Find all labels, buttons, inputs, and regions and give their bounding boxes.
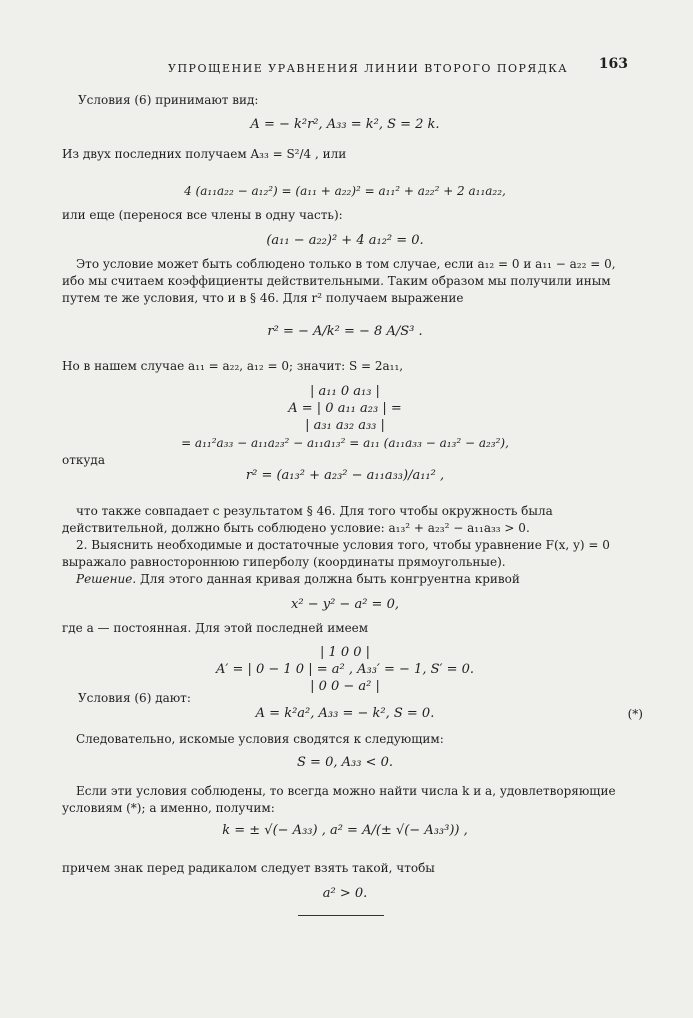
determinant-row: | 0 0 − a² |: [310, 679, 380, 694]
text-line: Следовательно, искомые условия сводятся к следующим:: [76, 732, 444, 746]
equation: = a₁₁²a₃₃ − a₁₁a₂₃² − a₁₁a₁₃² = a₁₁ (a₁₁a₃₃ − a₁₃² − a₂₃²),: [181, 436, 509, 450]
determinant-row: | a₃₁ a₃₂ a₃₃ |: [305, 418, 385, 433]
equation: A = k²a², A₃₃ = − k², S = 0.: [255, 706, 435, 721]
paragraph: [62, 571, 628, 588]
paragraph: что также совпадает с результатом § 46. Для того чтобы окружность была действительной, должно быть соблюдено условие: a₁₃² + a₂₃² − a₁₁a₃₃ > 0.: [62, 504, 553, 535]
equation: (a₁₁ − a₂₂)² + 4 a₁₂² = 0.: [266, 233, 424, 248]
paragraph: Это условие может быть соблюдено только в том случае, если a₁₂ = 0 и a₁₁ − a₂₂ = 0, ибо мы считаем коэффициенты действительными. Таким образом мы получили иным путем те же условия, что и в § 46. Для r² получаем выражение: [62, 257, 616, 305]
text-line: откуда: [62, 453, 105, 467]
text-line: причем знак перед радикалом следует взять такой, чтобы: [62, 861, 435, 875]
text-line: где a — постоянная. Для этой последней имеем: [62, 621, 369, 635]
determinant-row: | a₁₁ 0 a₁₃ |: [310, 384, 380, 399]
text-line: Условия (6) принимают вид:: [78, 93, 259, 107]
end-rule: [298, 915, 384, 916]
equation: A = − k²r², A₃₃ = k², S = 2 k.: [250, 117, 440, 132]
solution-label: Решение.: [76, 572, 137, 586]
equation: k = ± √(− A₃₃) , a² = A/(± √(− A₃₃³)) ,: [222, 823, 468, 838]
running-title: УПРОЩЕНИЕ УРАВНЕНИЯ ЛИНИИ ВТОРОГО ПОРЯДКА: [168, 62, 569, 75]
equation: S = 0, A₃₃ < 0.: [297, 755, 393, 770]
equation: r² = − A/k² = − 8 A/S³ .: [267, 324, 423, 339]
equation-tag: (*): [627, 707, 643, 721]
determinant-row: A = | 0 a₁₁ a₂₃ | =: [288, 401, 402, 416]
text-line: Но в нашем случае a₁₁ = a₂₂, a₁₂ = 0; значит: S = 2a₁₁,: [62, 359, 404, 373]
equation: x² − y² − a² = 0,: [291, 597, 399, 612]
page-number: 163: [598, 56, 628, 72]
equation: a² > 0.: [322, 886, 368, 901]
determinant-row: | 1 0 0 |: [319, 645, 371, 660]
text-line: Из двух последних получаем A₃₃ = S²/4 , или: [62, 147, 347, 161]
equation: r² = (a₁₃² + a₂₃² − a₁₁a₃₃)/a₁₁² ,: [245, 468, 445, 483]
equation: 4 (a₁₁a₂₂ − a₁₂²) = (a₁₁ + a₂₂)² = a₁₁² + a₂₂² + 2 a₁₁a₂₂,: [184, 184, 506, 198]
determinant-row: A′ = | 0 − 1 0 | = a² , A₃₃′ = − 1, S′ = 0.: [215, 662, 475, 677]
paragraph: Если эти условия соблюдены, то всегда можно найти числа k и a, удовлетворяющие условиям (*); а именно, получим:: [62, 784, 616, 815]
text-line: Условия (6) дают:: [78, 691, 191, 705]
paragraph: 2. Выяснить необходимые и достаточные условия того, чтобы уравнение F(x, y) = 0 выражало равностороннюю гиперболу (координаты прямоугольные).: [62, 538, 610, 569]
solution-text: Для этого данная кривая должна быть конгруентна кривой: [136, 572, 520, 586]
text-line: или еще (перенося все члены в одну часть):: [62, 208, 343, 222]
